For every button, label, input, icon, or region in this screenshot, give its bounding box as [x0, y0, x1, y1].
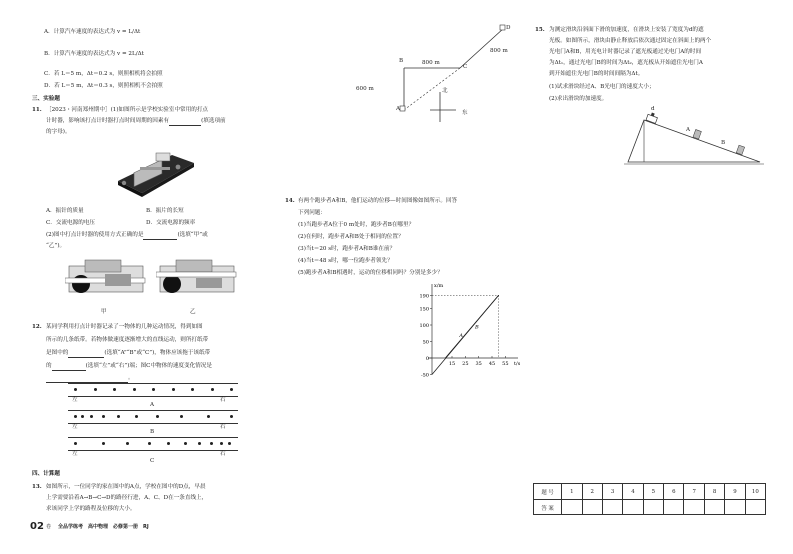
- q15-number: 15.: [535, 27, 545, 33]
- y-axis-label: x/m: [434, 283, 444, 289]
- ticker-timer-image: [112, 145, 198, 199]
- tape-c-dot: [126, 442, 129, 445]
- xt-chart: [410, 280, 520, 380]
- map-point-d: D: [506, 25, 511, 31]
- q11-option-d: D．交流电源的频率: [146, 220, 196, 226]
- q12-line3a: 是图中的: [46, 350, 69, 356]
- q14-sub1: (1)当跑步者A位于0 m处时，跑步者B在哪里？: [298, 222, 415, 228]
- q12-line4b: (选填“左”或“右”)端；图C中物体的速度变化情况是: [85, 363, 212, 369]
- y-tick-label: 50: [422, 339, 429, 346]
- section-4-heading: 四、计算题: [32, 471, 60, 477]
- q14-line1: 有两个跑步者A和B，他们运动的位移—时间图像如图所示。回答: [298, 198, 458, 204]
- answer-table-answer-row: [534, 499, 765, 515]
- q14-sub3: (3)当t＝20 s时，跑步者A和B谁在前？: [298, 246, 396, 252]
- tape-a-dot: [191, 388, 194, 391]
- tape-b-dot: [74, 415, 77, 418]
- incline-diagram: [624, 106, 764, 168]
- y-tick-label: 0: [425, 356, 429, 362]
- tape-c-dot: [148, 442, 151, 445]
- tape-c-dot: [74, 442, 77, 445]
- tape-a-dot: [133, 388, 136, 391]
- tape-b-dot: [117, 415, 120, 418]
- tape-b-right: 右: [220, 424, 226, 430]
- tape-c-dot: [220, 442, 223, 445]
- compass-east: 东: [462, 110, 468, 116]
- tape-c-dot: [167, 442, 170, 445]
- q11-option-a: A．振针的质量: [46, 208, 84, 214]
- q12-line1: 某同学利用打点计时器记录了一物体的几种运动情况，得到如图: [46, 324, 203, 330]
- q11-number: 11.: [32, 107, 42, 113]
- page-suffix: 卷: [46, 524, 52, 530]
- q15-sub2: (2)求出滑块的加速度。: [549, 96, 608, 102]
- q15-line2: 光板。如图所示，滑块由静止释放后依次通过固定在斜面上的两个: [549, 38, 712, 44]
- q14-number: 14.: [285, 198, 295, 204]
- answer-table-answer-cell[interactable]: [643, 500, 663, 515]
- q13-line2: 上学需要沿着A→B→C→D的路径行进，A、C、D在一条直线上，: [46, 495, 208, 501]
- q15-line5: 到开始遮住光电门B的时间间隔为Δt。: [549, 71, 644, 77]
- timer-figure-jia: [65, 256, 147, 302]
- answer-table-answer-cell[interactable]: [683, 500, 703, 515]
- answer-table-answer-cell[interactable]: [704, 500, 724, 515]
- map-point-b: B: [399, 58, 404, 64]
- answer-table-number-row: [534, 484, 765, 499]
- series-line-b: [445, 295, 498, 358]
- tape-b: [68, 410, 238, 424]
- tape-a-dot: [113, 388, 116, 391]
- tape-b-dot: [81, 415, 84, 418]
- q12-blank-1[interactable]: [68, 350, 104, 358]
- q13-number: 13.: [32, 484, 42, 490]
- tape-b-label: B: [150, 429, 155, 435]
- q14-line2: 下列问题：: [298, 210, 326, 216]
- book-title: 全品学练考 高中物理 必修第一册 RJ: [58, 524, 149, 530]
- answer-table-answer-label: 答 案: [541, 505, 554, 512]
- answer-table-header-label: 题 号: [541, 489, 554, 496]
- q11-part2-blank[interactable]: [143, 232, 177, 240]
- tape-c-left: 左: [72, 451, 78, 457]
- answer-table-answer-cell[interactable]: [745, 500, 765, 515]
- photogate-a: A: [686, 127, 691, 133]
- tape-b-dot: [102, 415, 105, 418]
- x-tick-label: 25: [462, 361, 469, 367]
- answer-table-answer-cell[interactable]: [561, 500, 581, 515]
- answer-table-number: 7: [683, 484, 703, 499]
- q13-line3: 求该同学上学的路程及位移的大小。: [46, 506, 136, 512]
- answer-table: [533, 483, 766, 515]
- tape-a-dot: [74, 388, 77, 391]
- q12-blank-2[interactable]: [52, 363, 86, 371]
- q10-option-b: B．计算汽车速度的表达式为 v = 2L/Δt: [44, 51, 144, 57]
- compass-north: 北: [442, 88, 448, 94]
- x-tick-label: 35: [475, 361, 482, 367]
- x-tick-label: 55: [502, 361, 509, 367]
- q15-sub1: (1)试求滑块经过A、B光电门的速度大小；: [549, 84, 655, 90]
- x-tick-label: 15: [448, 361, 456, 367]
- tape-c-dot: [198, 442, 201, 445]
- y-tick-label: 100: [419, 323, 429, 329]
- q11-line2b: (填选项前: [201, 118, 226, 124]
- q10-option-c: C．若 L＝5 m，Δt＝0.2 s，则照相机将会拍照: [44, 71, 163, 77]
- map-cd-distance: 800 m: [490, 48, 508, 54]
- q11-option-b: B．振片的长短: [146, 208, 184, 214]
- answer-table-number: 10: [745, 484, 765, 499]
- q14-sub4: (4)当t＝48 s时，哪一位跑步者领先？: [298, 258, 393, 264]
- figure-jia-label: 甲: [101, 309, 107, 315]
- answer-table-number: 3: [602, 484, 622, 499]
- tape-c-label: C: [150, 458, 155, 464]
- answer-table-answer-cell[interactable]: [602, 500, 622, 515]
- tape-b-left: 左: [72, 424, 78, 430]
- answer-table-answer-cell[interactable]: [582, 500, 602, 515]
- y-tick-label: -50: [420, 372, 429, 379]
- tape-a-label: A: [150, 402, 155, 408]
- q11-line2a: 计时器，影响该打点计时器打点时间周期的因素有: [46, 118, 170, 124]
- tape-a-right: 右: [220, 397, 226, 403]
- answer-table-number: 5: [643, 484, 663, 499]
- q12-number: 12.: [32, 324, 42, 330]
- route-map-svg: [380, 22, 520, 122]
- answer-table-number: 2: [582, 484, 602, 499]
- tape-b-dot: [180, 415, 183, 418]
- tape-c-dot: [228, 442, 231, 445]
- tape-a-left: 左: [72, 397, 78, 403]
- tape-a-dot: [172, 388, 175, 391]
- q14-sub5: (5)跑步者A和B相遇时，运动的位移相同吗？分别是多少？: [298, 270, 443, 276]
- x-axis-label: t/s: [514, 361, 520, 367]
- y-tick-label: 190: [419, 293, 429, 300]
- page-number: 02: [30, 521, 44, 532]
- answer-table-answer-cell[interactable]: [724, 500, 744, 515]
- x-tick-label: 45: [488, 361, 496, 367]
- section-3-heading: 三、实验题: [32, 96, 60, 102]
- map-ab-distance: 600 m: [356, 86, 374, 92]
- answer-table-answer-cell[interactable]: [663, 500, 683, 515]
- q14-sub2: (2)在何时，跑步者A和B处于相同的位置？: [298, 234, 404, 240]
- answer-table-answer-cell[interactable]: [622, 500, 642, 515]
- tape-c-dot: [184, 442, 187, 445]
- figure-yi-label: 乙: [190, 309, 196, 315]
- series-label-b: B: [475, 324, 479, 331]
- q13-line1: 如图所示，一位同学的家在图中的A点，学校在图中的D点，早晨: [46, 484, 206, 490]
- q11-part2b: (选填“甲”或: [177, 232, 208, 238]
- tape-b-dot: [135, 415, 138, 418]
- answer-table-number: 4: [622, 484, 642, 499]
- q11-part2c: “乙”)。: [46, 243, 66, 249]
- photogate-b: B: [721, 140, 726, 146]
- series-label-a: A: [459, 332, 463, 339]
- q11-option-c: C．交流电源的电压: [46, 220, 96, 226]
- map-bc-distance: 800 m: [422, 60, 440, 66]
- q11-part2a: (2)图中打点计时器的使用方式正确的是: [46, 232, 144, 238]
- q10-option-a: A．计算汽车速度的表达式为 v = L/Δt: [44, 29, 141, 35]
- q10-option-d: D．若 L＝5 m，Δt＝0.3 s，则照相机不会拍照: [44, 83, 163, 89]
- tape-a-dot: [211, 388, 214, 391]
- q12-blank-3[interactable]: [46, 375, 128, 383]
- tape-b-dot: [156, 415, 159, 418]
- tape-c-dot: [102, 442, 105, 445]
- q12-line4a: 的: [46, 363, 52, 369]
- tape-c: [68, 437, 238, 451]
- tape-a-dot: [94, 388, 97, 391]
- q11-line1: ［2023・河南郑州期中］(1)如图所示是学校实验室中常用的打点: [46, 107, 209, 113]
- tape-b-dot: [207, 415, 210, 418]
- q15-line3: 光电门A和B，用光电计时器记录了遮光板通过光电门A的时间: [549, 49, 702, 55]
- tape-b-dot: [90, 415, 93, 418]
- tape-b-dot: [230, 415, 233, 418]
- map-point-a: A: [396, 106, 401, 112]
- timer-figure-yi: [156, 256, 238, 302]
- q15-line1: 为测定滑块沿斜面下滑的加速度，在滑块上安装了宽度为d的遮: [549, 27, 704, 33]
- answer-table-number: 6: [663, 484, 683, 499]
- q11-line3: 的字母)。: [46, 129, 71, 135]
- map-point-c: C: [463, 64, 468, 70]
- q12-line2: 所示的几条纸带。若物体做速度逐渐增大的直线运动，则所打纸带: [46, 337, 209, 343]
- answer-table-number: 9: [724, 484, 744, 499]
- answer-table-number: 1: [561, 484, 581, 499]
- tape-a-dot: [152, 388, 155, 391]
- shade-width-d: d: [651, 106, 655, 112]
- answer-table-number: 8: [704, 484, 724, 499]
- tape-a-dot: [230, 388, 233, 391]
- y-tick-label: 150: [419, 306, 429, 313]
- q12-line3b: (选填“A”“B”或“C”)，物体应该拖于该纸带: [104, 350, 211, 356]
- tape-a: [68, 383, 238, 397]
- q12-line5: 。: [128, 375, 134, 381]
- tape-c-right: 右: [220, 451, 226, 457]
- tape-c-dot: [210, 442, 213, 445]
- q15-line4: 为Δt₁，通过光电门B的时间为Δt₂，遮光板从开始遮住光电门A: [549, 60, 703, 66]
- q11-answer-blank[interactable]: [169, 118, 201, 126]
